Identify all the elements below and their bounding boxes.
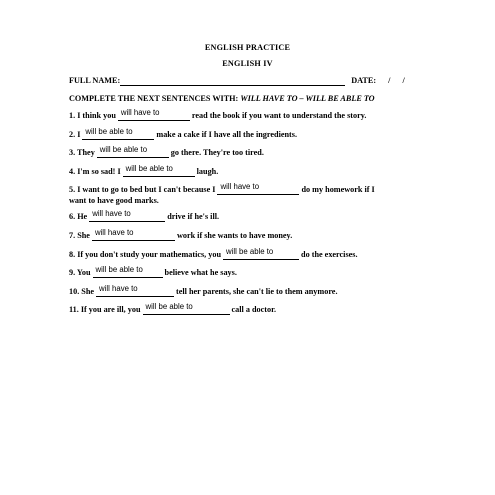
sentence-text: 3. They xyxy=(69,148,95,157)
answer-blank[interactable] xyxy=(93,265,163,278)
answer-text: will be able to xyxy=(145,302,193,311)
sentence-text: 6. He xyxy=(69,212,88,221)
instructions-lead: COMPLETE THE NEXT SENTENCES WITH: xyxy=(69,94,239,103)
sentence-text: 5. I want to go to bed but I can't because I xyxy=(69,185,216,194)
sentence-text: 9. You xyxy=(69,268,91,277)
sentence-text: read the book if you want to understand the story. xyxy=(191,111,367,120)
full-name-field[interactable] xyxy=(120,76,345,86)
sentence-text: drive if he's ill. xyxy=(167,212,220,221)
sentence-text: 7. She xyxy=(69,231,90,240)
page-subtitle: ENGLISH IV xyxy=(222,59,273,68)
answer-blank[interactable] xyxy=(82,127,154,140)
answer-text: will have to xyxy=(120,108,160,117)
sentence-text: call a doctor. xyxy=(231,305,276,314)
answer-blank[interactable] xyxy=(143,302,230,315)
sentence-item xyxy=(69,265,237,278)
sentence-item xyxy=(69,228,293,241)
sentence-text: do the exercises. xyxy=(301,250,358,259)
answer-blank[interactable] xyxy=(118,108,190,121)
sentence-text: make a cake if I have all the ingredients. xyxy=(156,130,297,139)
date-label: DATE: xyxy=(351,76,377,85)
sentence-text: laugh. xyxy=(196,167,219,176)
answer-blank[interactable] xyxy=(123,164,195,177)
sentence-text: 10. She xyxy=(69,287,95,296)
answer-text: will be able to xyxy=(85,127,133,136)
sentence-item xyxy=(69,284,338,297)
answer-text: will have to xyxy=(220,182,260,191)
sentence-text: 8. If you don't study your mathematics, you xyxy=(69,250,222,259)
answer-text: will have to xyxy=(99,284,138,293)
answer-text: will be able to xyxy=(226,247,274,256)
sentence-text: do my homework if I xyxy=(301,185,375,194)
name-date-row xyxy=(69,76,405,86)
sentence-item xyxy=(69,127,297,140)
sentence-text: work if she wants to have money. xyxy=(176,231,293,240)
answer-text: will be able to xyxy=(125,164,173,173)
answer-blank[interactable] xyxy=(92,228,175,241)
sentence-text: 11. If you are ill, you xyxy=(69,305,141,314)
sentence-text: 4. I'm so sad! I xyxy=(69,167,121,176)
instructions-options: WILL HAVE TO – WILL BE ABLE TO xyxy=(240,94,375,103)
answer-text: will have to xyxy=(94,228,134,237)
answer-text: will be able to xyxy=(95,265,143,274)
sentence-text: tell her parents, she can't lie to them anymore. xyxy=(176,287,338,296)
sentence-text: 1. I think you xyxy=(69,111,116,120)
answer-blank[interactable] xyxy=(89,209,165,222)
sentence-item xyxy=(69,182,375,195)
answer-blank[interactable] xyxy=(217,182,299,195)
sentence-item xyxy=(69,209,220,222)
answer-blank[interactable] xyxy=(96,284,174,297)
sentence-continuation: want to have good marks. xyxy=(69,196,159,205)
sentence-text: believe what he says. xyxy=(164,268,237,277)
full-name-label: FULL NAME: xyxy=(69,76,121,85)
answer-text: will be able to xyxy=(99,145,148,154)
answer-blank[interactable] xyxy=(223,247,299,260)
answer-text: will have to xyxy=(92,209,131,218)
sentence-item xyxy=(69,302,276,315)
sentence-item xyxy=(69,247,358,260)
sentence-text: 2. I xyxy=(69,130,81,139)
answer-blank[interactable] xyxy=(97,145,169,158)
date-separator: / xyxy=(388,76,391,85)
sentence-text: go there. They're too tired. xyxy=(170,148,264,157)
page-title: ENGLISH PRACTICE xyxy=(204,43,291,52)
date-separator: / xyxy=(402,76,405,85)
sentence-item xyxy=(69,108,367,121)
sentence-item xyxy=(69,164,219,177)
sentence-item xyxy=(69,145,264,158)
instructions xyxy=(69,94,375,104)
